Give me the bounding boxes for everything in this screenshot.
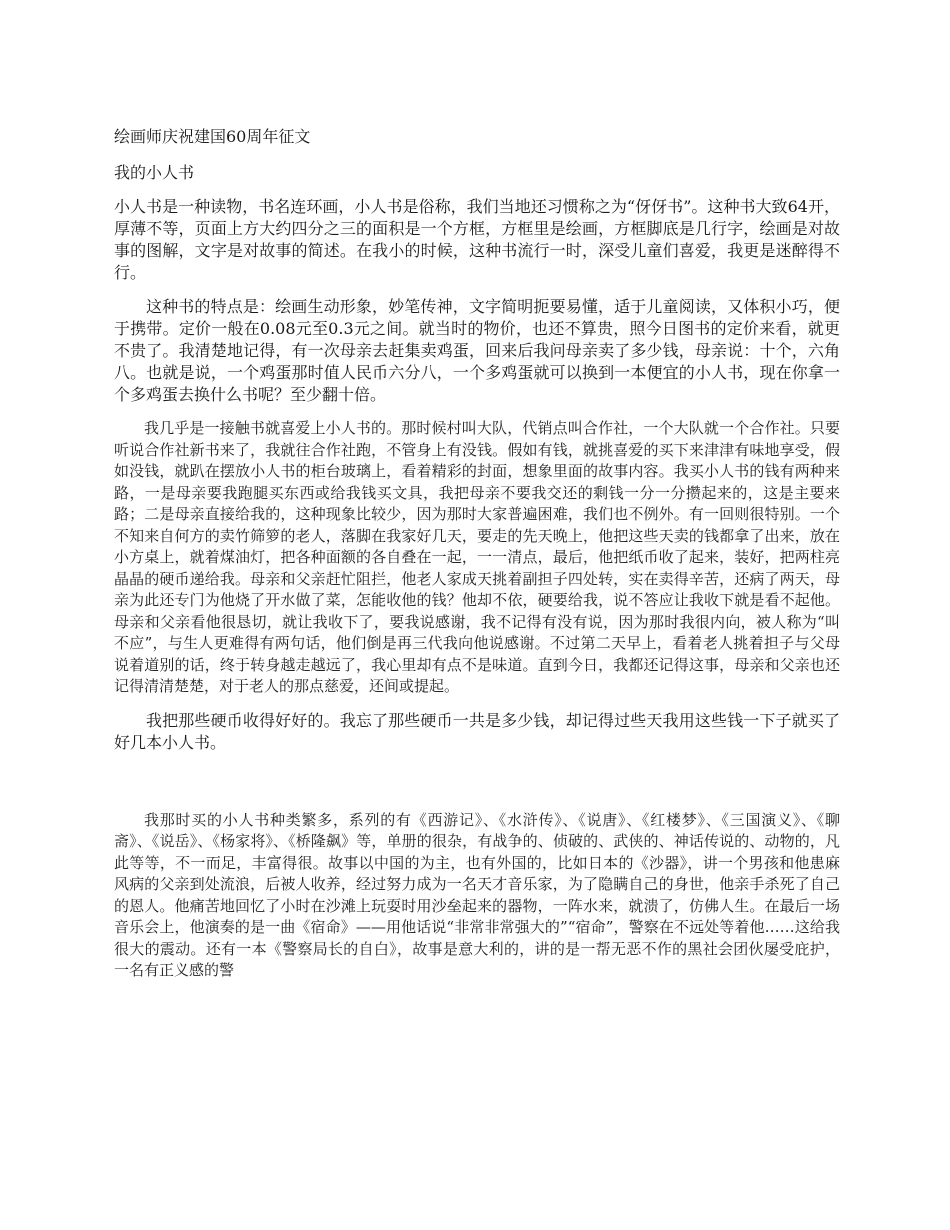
document-body xyxy=(114,124,840,994)
paragraph-coins: 我把那些硬币收得好好的。我忘了那些硬币一共是多少钱，却记得过些天我用这些钱一下子就买了好几本小人书。 xyxy=(114,710,840,752)
document-title: 绘画师庆祝建国60周年征文 xyxy=(114,127,311,146)
paragraph-memories: 我几乎是一接触书就喜爱上小人书的。那时候村叫大队，代销点叫合作社，一个大队就一个合作社。只要听说合作社新书来了，我就往合作社跑，不管身上有没钱。假如有钱，就挑喜爱的买下来津津有味地享受，假如没钱，就趴在摆放小人书的柜台玻璃上，看着精彩的封面，想象里面的故事内容。我买小人书的钱有两种来路，一是母亲要我跑腿买东西或给我钱买文具，我把母亲不要我交还的剩钱一分一分攒起来的，这是主要来路；二是母亲直接给我的，这种现象比较少，因为那时大家普遍困难，我们也不例外。有一回则很特别。一个不知来自何方的卖竹筛箩的老人，落脚在我家好几天，要走的先天晚上，他把这些天卖的钱都拿了出来，放在小方桌上，就着煤油灯，把各种面额的各自叠在一起，一一清点，最后，他把纸币收了起来，装好，把两柱亮晶晶的硬币递给我。母亲和父亲赶忙阻拦，他老人家成天挑着副担子四处转，实在卖得辛苦，还病了两天，母亲为此还专门为他烧了开水做了菜，怎能收他的钱？他却不依，硬要给我，说不答应让我收下就是看不起他。母亲和父亲看他很恳切，就让我收下了，要我说感谢，我不记得有没有说，因为那时我很内向，被人称为“叫不应”，与生人更难得有两句话，他们倒是再三代我向他说感谢。不过第二天早上，看着老人挑着担子与父母说着道别的话，终于转身越走越远了，我心里却有点不是味道。直到今日，我都还记得这事，母亲和父亲也还记得清清楚楚，对于老人的那点慈爱，还间或提起。 xyxy=(114,419,840,695)
paragraph-features: 这种书的特点是：绘画生动形象，妙笔传神，文字简明扼要易懂，适于儿童阅读，又体积小巧，便于携带。定价一般在0.08元至0.3元之间。就当时的物价，也还不算贵，照今日图书的定价来看，就更不贵了。我清楚地记得，有一次母亲去赶集卖鸡蛋，回来后我问母亲卖了多少钱，母亲说：十个，六角八。也就是说，一个鸡蛋那时值人民币六分八，一个多鸡蛋就可以换到一本便宜的小人书，现在你拿一个多鸡蛋去换什么书呢？至少翻十倍。 xyxy=(114,297,840,404)
paragraph-gap xyxy=(114,766,840,810)
document-subtitle: 我的小人书 xyxy=(114,163,195,182)
paragraph-book-types: 我那时买的小人书种类繁多，系列的有《西游记》、《水浒传》、《说唐》、《红楼梦》、《三国演义》、《聊斋》、《说岳》、《杨家将》、《桥隆飙》等，单册的很杂，有战争的、侦破的、武侠的、神话传说的、动物的，凡此等等，不一而足，丰富得很。故事以中国的为主，也有外国的，比如日本的《沙器》，讲一个男孩和他患麻风病的父亲到处流浪，后被人收养，经过努力成为一名天才音乐家，为了隐瞒自己的身世，他亲手杀死了自己的恩人。他痛苦地回忆了小时在沙滩上玩耍时用沙垒起来的器物，一阵水来，就溃了，仿佛人生。在最后一场音乐会上，他演奏的是一曲《宿命》——用他话说“非常非常强大的”“宿命”，警察在不远处等着他……这给我很大的震动。还有一本《警察局长的自白》，故事是意大利的，讲的是一帮无恶不作的黑社会团伙屡受庇护，一名有正义感的警 xyxy=(114,810,840,979)
paragraph-intro: 小人书是一种读物，书名连环画，小人书是俗称，我们当地还习惯称之为“伢伢书”。这种书大致64开，厚薄不等，页面上方大约四分之三的面积是一个方框，方框里是绘画，方框脚底是几行字，绘画是对故事的图解，文字是对故事的简述。在我小的时候，这种书流行一时，深受儿童们喜爱，我更是迷醉得不行。 xyxy=(114,197,840,282)
